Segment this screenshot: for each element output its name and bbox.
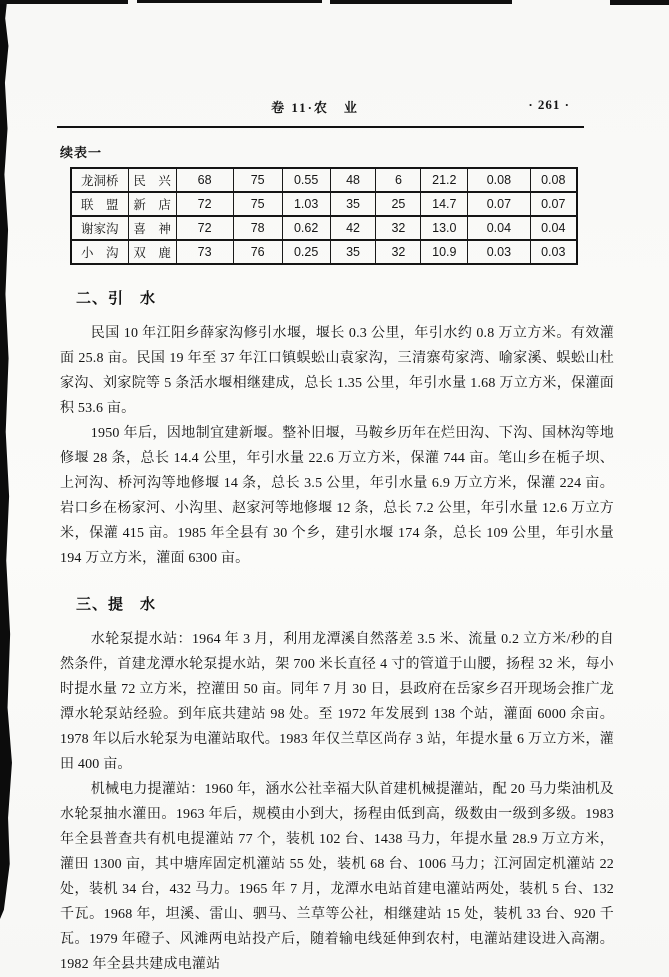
table-cell: 10.9 <box>421 240 468 264</box>
table-cell: 0.07 <box>530 192 577 216</box>
table-cell: 6 <box>376 168 421 192</box>
table-cell: 联 盟 <box>71 192 128 216</box>
section-heading-water-lifting: 三、提 水 <box>76 596 157 613</box>
table-cell: 32 <box>376 240 421 264</box>
table-cell: 0.04 <box>530 216 577 240</box>
table-row <box>71 240 577 264</box>
paragraph-lifting-2: 机械电力提灌站：1960 年，涵水公社幸福大队首建机械提灌站，配 20 马力柴油机及水轮泵抽水灌田。1963 年后，规模由小到大，扬程由低到高，级数由一级到多级。1983 年全县普查共有机电提灌站 77 个，装机 102 台、1438 马力，年提水量 28.9 万立方米，灌田 1300 亩，其中塘库固定机灌站 55 处，装机 68 台、1006 马力；江河固定机灌站 22 处，装机 34 台，432 马力。1965 年 7 月，龙潭水电站首建电灌站两处，装机 5 台、132 千瓦。1968 年，坦溪、雷山、驷马、兰草等公社，相继建站 15 处，装机 33 台、920 千瓦。1979 年磴子、风滩两电站投产后，随着输电线延伸到农村，电灌站建设进入高潮。1982 年全县共建成电灌站 <box>60 782 614 972</box>
section-heading-water-diversion: 二、引 水 <box>76 290 157 307</box>
table-cell: 73 <box>176 240 233 264</box>
table-cell: 35 <box>330 240 376 264</box>
table-cell: 14.7 <box>421 192 468 216</box>
table-cell: 0.25 <box>282 240 330 264</box>
table-cell: 龙洞桥 <box>71 168 128 192</box>
table-cell: 48 <box>330 168 376 192</box>
running-head <box>60 97 614 115</box>
chapter-title: 卷 11·农 业 <box>271 100 359 115</box>
table-cell: 35 <box>330 192 376 216</box>
page-number: · 261 · <box>528 97 570 112</box>
table-cell: 1.03 <box>282 192 330 216</box>
table-cell: 32 <box>376 216 421 240</box>
table-cell: 68 <box>176 168 233 192</box>
table-row <box>71 192 577 216</box>
table-cell: 25 <box>376 192 421 216</box>
table-cell: 0.03 <box>530 240 577 264</box>
table-cell: 双 鹿 <box>128 240 176 264</box>
table-cell: 0.62 <box>282 216 330 240</box>
table-cell: 0.55 <box>282 168 330 192</box>
table-cell: 0.08 <box>468 168 530 192</box>
table-cell: 21.2 <box>421 168 468 192</box>
table-cell: 0.08 <box>530 168 577 192</box>
table-cell: 42 <box>330 216 376 240</box>
table-cell: 76 <box>233 240 282 264</box>
paragraph-lifting-1: 水轮泵提水站：1964 年 3 月，利用龙潭溪自然落差 3.5 米、流量 0.2 立方米/秒的自然条件，首建龙潭水轮泵提水站，架 700 米长直径 4 寸的管道于山腰，扬程 32 米，每小时提水量 72 立方米，控灌田 50 亩。同年 7 月 30 日，县政府在岳家乡召开现场会推广龙潭水轮泵站经验。到年底共建站 98 处。至 1972 年发展到 138 个站，灌面 6000 余亩。1978 年以后水轮泵为电灌站取代。1983 年仅兰草区尚存 3 站，年提水量 6 万立方米，灌田 400 亩。 <box>60 632 614 772</box>
table-cell: 新 店 <box>128 192 176 216</box>
table-caption: 续表一 <box>60 145 103 160</box>
table-cell: 72 <box>176 216 233 240</box>
table-cell: 72 <box>176 192 233 216</box>
table-cell: 0.03 <box>468 240 530 264</box>
table-cell: 78 <box>233 216 282 240</box>
table-cell: 喜 神 <box>128 216 176 240</box>
table-cell: 民 兴 <box>128 168 176 192</box>
irrigation-weir-table <box>70 167 578 265</box>
table-cell: 0.04 <box>468 216 530 240</box>
table-cell: 谢家沟 <box>71 216 128 240</box>
paragraph-diversion-2: 1950 年后，因地制宜建新堰。整补旧堰，马鞍乡历年在烂田沟、下沟、国林沟等地修堰 28 条，总长 14.4 公里，年引水量 22.6 万立方米，保灌 744 亩。笔山乡在栀子坝、上河沟、桥河沟等地修堰 14 条，总长 3.5 公里，年引水量 6.9 万立方米，保灌 224 亩。岩口乡在杨家河、小沟里、赵家河等地修堰 12 条，总长 7.2 公里，年引水量 12.6 万立方米，保灌 415 亩。1985 年全县有 30 个乡，建引水堰 174 条，总长 109 公里，年引水量 194 万立方米，灌面 6300 亩。 <box>60 426 614 566</box>
table-cell: 0.07 <box>468 192 530 216</box>
table-cell: 13.0 <box>421 216 468 240</box>
paragraph-diversion-1: 民国 10 年江阳乡薛家沟修引水堰，堰长 0.3 公里，年引水约 0.8 万立方米。有效灌面 25.8 亩。民国 19 年至 37 年江口镇蜈蚣山袁家沟，三清寨苟家湾、喻家溪、蜈蚣山杜家沟、刘家院等 5 条活水堰相继建成，总长 1.35 公里，年引水量 1.68 万立方米，保灌面积 53.6 亩。 <box>60 326 614 416</box>
table-row <box>71 216 577 240</box>
table-cell: 小 沟 <box>71 240 128 264</box>
table-cell: 75 <box>233 192 282 216</box>
table-cell: 75 <box>233 168 282 192</box>
table-row <box>71 168 577 192</box>
header-rule <box>57 126 584 128</box>
